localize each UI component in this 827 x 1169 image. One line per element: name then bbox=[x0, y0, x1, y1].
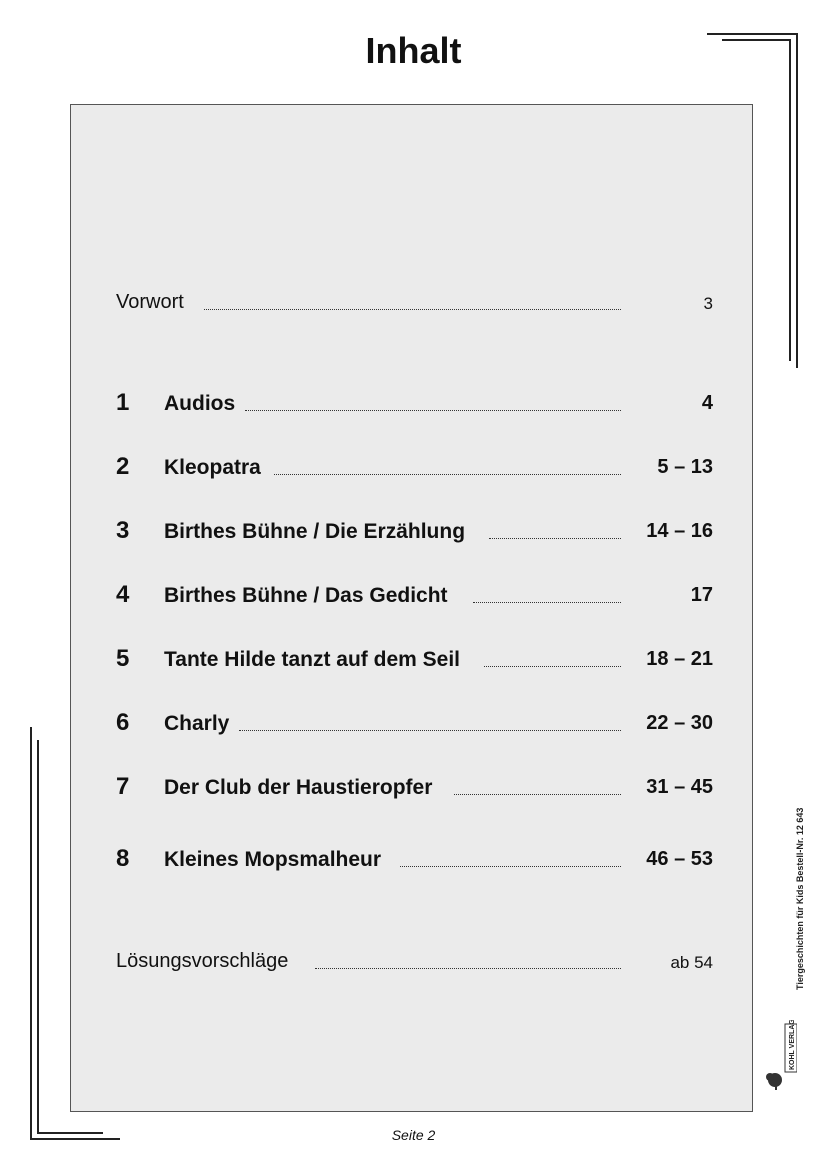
chapter-title: Birthes Bühne / Das Gedicht bbox=[164, 584, 448, 607]
toc-label: Lösungsvorschläge bbox=[116, 950, 289, 972]
chapter-page: 31 – 45 bbox=[646, 776, 713, 798]
publisher-name: KOHL VERLAG bbox=[789, 1020, 796, 1070]
chapter-page: 17 bbox=[690, 584, 713, 606]
chapter-number: 1 bbox=[116, 389, 130, 416]
publisher-tree-icon bbox=[763, 1020, 797, 1092]
corner-line-top-right-inner-v bbox=[789, 39, 791, 361]
toc-row-chapter[interactable] bbox=[116, 517, 713, 547]
chapter-title: Kleopatra bbox=[164, 456, 261, 479]
chapter-page: 46 – 53 bbox=[646, 848, 713, 870]
leader-dots bbox=[245, 410, 621, 411]
toc-box bbox=[70, 104, 753, 1112]
leader-dots bbox=[473, 602, 621, 603]
chapter-title: Tante Hilde tanzt auf dem Seil bbox=[164, 648, 460, 671]
leader-dots bbox=[315, 968, 621, 969]
corner-line-top-right-outer-h bbox=[707, 33, 797, 35]
toc-page: ab 54 bbox=[670, 953, 713, 972]
chapter-title: Audios bbox=[164, 392, 236, 415]
toc-label: Vorwort bbox=[116, 291, 184, 313]
page-number-footer: Seite 2 bbox=[391, 1127, 436, 1143]
publisher-logo bbox=[763, 1020, 797, 1092]
toc-row-chapter[interactable] bbox=[116, 389, 713, 419]
chapter-title: Charly bbox=[164, 712, 230, 735]
chapter-number: 6 bbox=[116, 709, 130, 736]
toc-row-chapter[interactable] bbox=[116, 709, 713, 739]
chapter-title: Der Club der Haustieropfer bbox=[164, 776, 433, 799]
toc-row-preface[interactable] bbox=[116, 288, 713, 318]
chapter-page: 22 – 30 bbox=[646, 712, 713, 734]
leader-dots bbox=[400, 866, 621, 867]
toc-row-chapter[interactable] bbox=[116, 645, 713, 675]
leader-dots bbox=[204, 309, 621, 310]
leader-dots bbox=[484, 666, 621, 667]
leader-dots bbox=[454, 794, 621, 795]
chapter-number: 3 bbox=[116, 517, 130, 544]
page-title: Inhalt bbox=[365, 30, 462, 71]
chapter-number: 4 bbox=[116, 581, 130, 608]
toc-row-chapter[interactable] bbox=[116, 453, 713, 483]
chapter-page: 18 – 21 bbox=[646, 648, 713, 670]
chapter-number: 8 bbox=[116, 845, 130, 872]
leader-dots bbox=[489, 538, 621, 539]
toc-row-chapter[interactable] bbox=[116, 581, 713, 611]
chapter-page: 4 bbox=[701, 392, 713, 414]
chapter-title: Birthes Bühne / Die Erzählung bbox=[164, 520, 466, 543]
toc-row-chapter[interactable] bbox=[116, 845, 713, 875]
chapter-title: Kleines Mopsmalheur bbox=[164, 848, 382, 871]
chapter-page: 5 – 13 bbox=[657, 456, 713, 478]
leader-dots bbox=[239, 730, 621, 731]
corner-line-top-right-inner-h bbox=[722, 39, 790, 41]
chapter-number: 7 bbox=[116, 773, 130, 800]
chapter-page: 14 – 16 bbox=[646, 520, 713, 542]
toc-row-chapter[interactable] bbox=[116, 773, 713, 803]
toc-row-solutions[interactable] bbox=[116, 947, 713, 977]
chapter-number: 2 bbox=[116, 453, 130, 480]
corner-line-top-right-outer-v bbox=[796, 33, 798, 368]
chapter-number: 5 bbox=[116, 645, 130, 672]
side-order-info: Tiergeschichten für Kids Bestell-Nr. 12 643 bbox=[795, 807, 805, 990]
leader-dots bbox=[274, 474, 621, 475]
corner-line-bottom-left-inner-v bbox=[37, 740, 39, 1132]
toc-page: 3 bbox=[703, 294, 713, 313]
corner-line-bottom-left-outer-v bbox=[30, 727, 32, 1139]
